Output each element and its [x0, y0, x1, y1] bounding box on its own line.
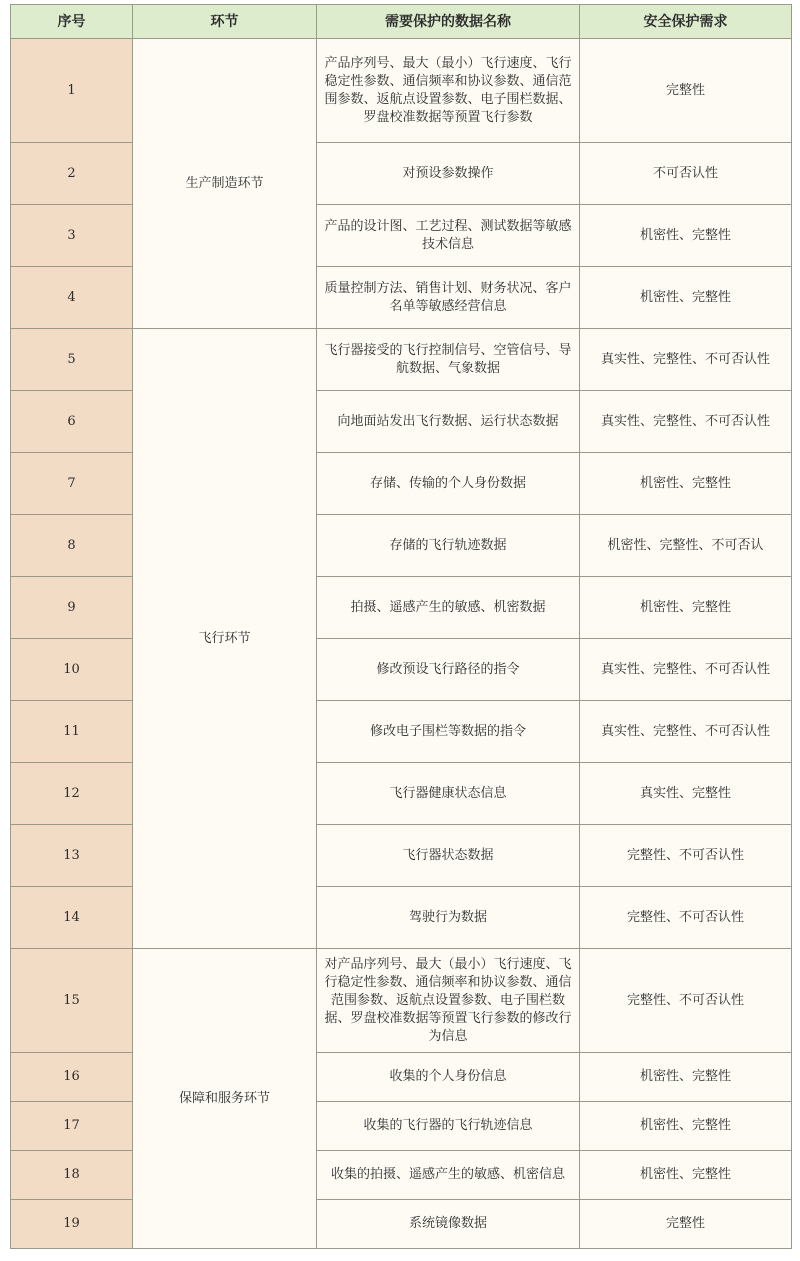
serial-number: 14	[11, 887, 133, 949]
requirement-cell: 不可否认性	[580, 143, 792, 205]
table-row	[11, 701, 792, 763]
data-name-cell: 飞行器接受的飞行控制信号、空管信号、导航数据、气象数据	[317, 329, 580, 391]
data-name-cell: 飞行器状态数据	[317, 825, 580, 887]
serial-number: 19	[11, 1200, 133, 1249]
serial-number: 7	[11, 453, 133, 515]
serial-number: 10	[11, 639, 133, 701]
serial-number: 9	[11, 577, 133, 639]
serial-number: 16	[11, 1053, 133, 1102]
requirement-cell: 机密性、完整性	[580, 453, 792, 515]
requirement-cell: 完整性	[580, 1200, 792, 1249]
table-row	[11, 577, 792, 639]
data-name-cell: 收集的个人身份信息	[317, 1053, 580, 1102]
table-row	[11, 639, 792, 701]
serial-number: 3	[11, 205, 133, 267]
serial-number: 12	[11, 763, 133, 825]
serial-number: 15	[11, 949, 133, 1053]
data-name-cell: 飞行器健康状态信息	[317, 763, 580, 825]
requirement-cell: 机密性、完整性	[580, 1151, 792, 1200]
header-protection-requirement: 安全保护需求	[580, 5, 792, 39]
requirement-cell: 机密性、完整性	[580, 267, 792, 329]
serial-number: 8	[11, 515, 133, 577]
requirement-cell: 完整性、不可否认性	[580, 887, 792, 949]
data-name-cell: 质量控制方法、销售计划、财务状况、客户名单等敏感经营信息	[317, 267, 580, 329]
serial-number: 6	[11, 391, 133, 453]
requirement-cell: 真实性、完整性、不可否认性	[580, 639, 792, 701]
requirement-cell: 完整性	[580, 39, 792, 143]
table-row	[11, 949, 792, 1053]
data-name-cell: 收集的拍摄、遥感产生的敏感、机密信息	[317, 1151, 580, 1200]
serial-number: 1	[11, 39, 133, 143]
requirement-cell: 完整性、不可否认性	[580, 825, 792, 887]
table-row	[11, 1102, 792, 1151]
requirement-cell: 真实性、完整性、不可否认性	[580, 701, 792, 763]
requirement-cell: 机密性、完整性	[580, 1102, 792, 1151]
data-name-cell: 驾驶行为数据	[317, 887, 580, 949]
data-name-cell: 对产品序列号、最大（最小）飞行速度、飞行稳定性参数、通信频率和协议参数、通信范围参数、返航点设置参数、电子围栏数据、罗盘校准数据等预置飞行参数的修改行为信息	[317, 949, 580, 1053]
table-row	[11, 825, 792, 887]
data-name-cell: 向地面站发出飞行数据、运行状态数据	[317, 391, 580, 453]
table-row	[11, 1200, 792, 1249]
header-row	[11, 5, 792, 39]
table-row	[11, 887, 792, 949]
stage-cell: 保障和服务环节	[133, 949, 317, 1249]
data-name-cell: 系统镜像数据	[317, 1200, 580, 1249]
table-row	[11, 329, 792, 391]
data-name-cell: 拍摄、遥感产生的敏感、机密数据	[317, 577, 580, 639]
data-name-cell: 产品序列号、最大（最小）飞行速度、飞行稳定性参数、通信频率和协议参数、通信范围参数、返航点设置参数、电子围栏数据、罗盘校准数据等预置飞行参数	[317, 39, 580, 143]
data-name-cell: 修改预设飞行路径的指令	[317, 639, 580, 701]
data-name-cell: 对预设参数操作	[317, 143, 580, 205]
data-protection-table	[10, 4, 792, 1249]
stage-cell: 生产制造环节	[133, 39, 317, 329]
table-row	[11, 205, 792, 267]
data-name-cell: 修改电子围栏等数据的指令	[317, 701, 580, 763]
requirement-cell: 完整性、不可否认性	[580, 949, 792, 1053]
table-row	[11, 143, 792, 205]
table-row	[11, 1053, 792, 1102]
serial-number: 17	[11, 1102, 133, 1151]
header-serial: 序号	[11, 5, 133, 39]
requirement-cell: 机密性、完整性	[580, 205, 792, 267]
data-name-cell: 产品的设计图、工艺过程、测试数据等敏感技术信息	[317, 205, 580, 267]
header-stage: 环节	[133, 5, 317, 39]
table-row	[11, 515, 792, 577]
data-protection-table-wrapper	[10, 4, 792, 1249]
serial-number: 11	[11, 701, 133, 763]
requirement-cell: 真实性、完整性、不可否认性	[580, 391, 792, 453]
table-row	[11, 763, 792, 825]
requirement-cell: 机密性、完整性、不可否认	[580, 515, 792, 577]
table-row	[11, 39, 792, 143]
serial-number: 18	[11, 1151, 133, 1200]
serial-number: 4	[11, 267, 133, 329]
serial-number: 5	[11, 329, 133, 391]
requirement-cell: 真实性、完整性	[580, 763, 792, 825]
table-row	[11, 1151, 792, 1200]
table-row	[11, 453, 792, 515]
header-data-name: 需要保护的数据名称	[317, 5, 580, 39]
data-name-cell: 存储的飞行轨迹数据	[317, 515, 580, 577]
requirement-cell: 机密性、完整性	[580, 577, 792, 639]
serial-number: 2	[11, 143, 133, 205]
table-row	[11, 267, 792, 329]
requirement-cell: 机密性、完整性	[580, 1053, 792, 1102]
serial-number: 13	[11, 825, 133, 887]
stage-cell: 飞行环节	[133, 329, 317, 949]
requirement-cell: 真实性、完整性、不可否认性	[580, 329, 792, 391]
table-row	[11, 391, 792, 453]
data-name-cell: 收集的飞行器的飞行轨迹信息	[317, 1102, 580, 1151]
data-name-cell: 存储、传输的个人身份数据	[317, 453, 580, 515]
